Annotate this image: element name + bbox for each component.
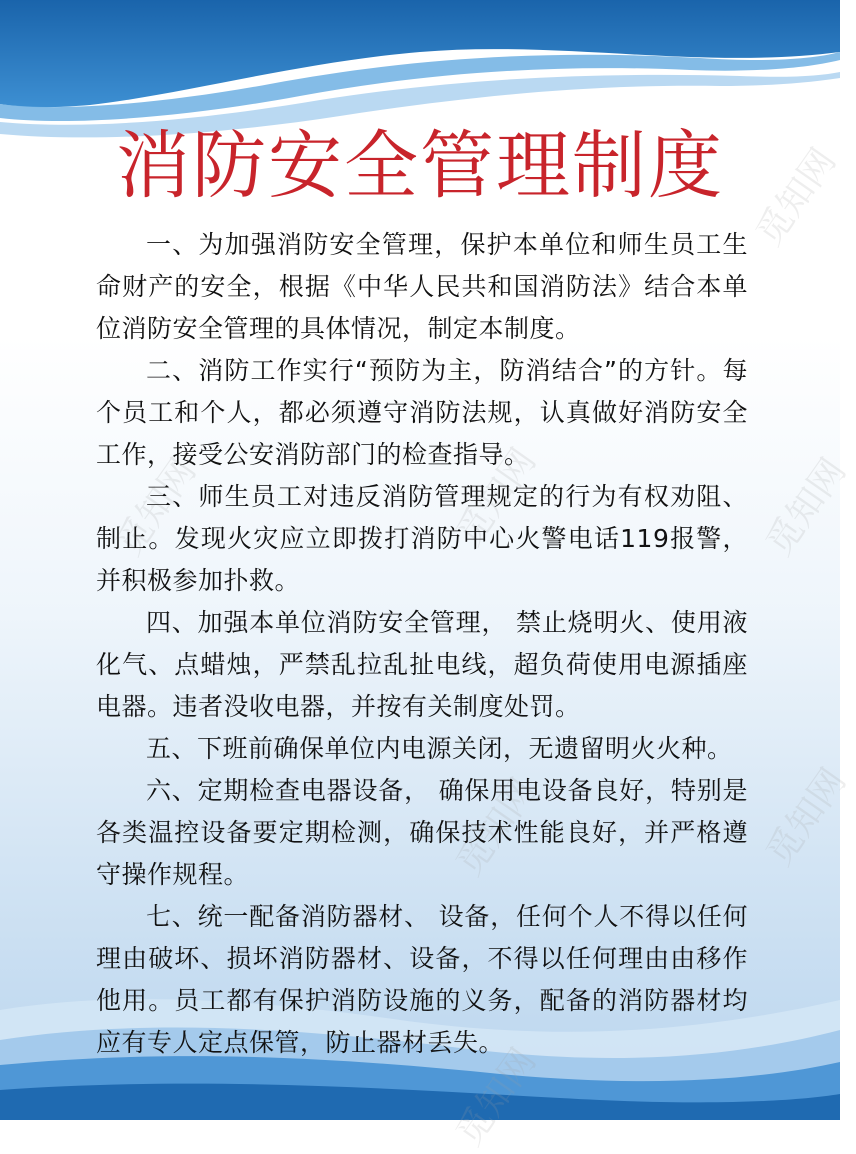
watermark-text: 觅知网 [758,761,855,874]
watermark-text: 觅知网 [448,771,545,884]
regulation-body [96,224,748,1064]
poster-title: 消防安全管理制度 [116,123,724,209]
regulation-item-4: 四、加强本单位消防安全管理， 禁止烧明火、使用液化气、点蜡烛，严禁乱拉乱扯电线，超负荷使用电源插座电器。违者没收电器，并按有关制度处罚。 [96,608,748,721]
regulation-item-1: 一、为加强消防安全管理，保护本单位和师生员工生命财产的安全，根据《中华人民共和国消防法》结合本单位消防安全管理的具体情况，制定本制度。 [96,230,748,343]
watermark-text: 觅知网 [758,451,855,564]
regulation-item-5: 五、下班前确保单位内电源关闭，无遗留明火火种。 [146,734,733,763]
regulation-item-2: 二、消防工作实行“预防为主，防消结合”的方针。每个员工和个人，都必须遵守消防法规，认真做好消防安全工作，接受公安消防部门的检查指导。 [96,356,748,469]
regulation-item-3: 三、师生员工对违反消防管理规定的行为有权劝阻、制止。发现火灾应立即拨打消防中心火警电话119报警，并积极参加扑救。 [96,482,748,595]
regulation-item-7: 七、统一配备消防器材、 设备，任何个人不得以任何理由破坏、损坏消防器材、设备，不得以任何理由由移作他用。员工都有保护消防设施的义务，配备的消防器材均应有专人定点保管，防止器材丢失。 [96,902,748,1057]
regulation-item-6: 六、定期检查电器设备， 确保用电设备良好，特别是各类温控设备要定期检测，确保技术性能良好，并严格遵守操作规程。 [96,776,748,889]
watermark-text: 觅知网 [448,441,545,554]
watermark-text: 觅知网 [748,141,845,254]
watermark-text: 觅知网 [108,451,205,564]
